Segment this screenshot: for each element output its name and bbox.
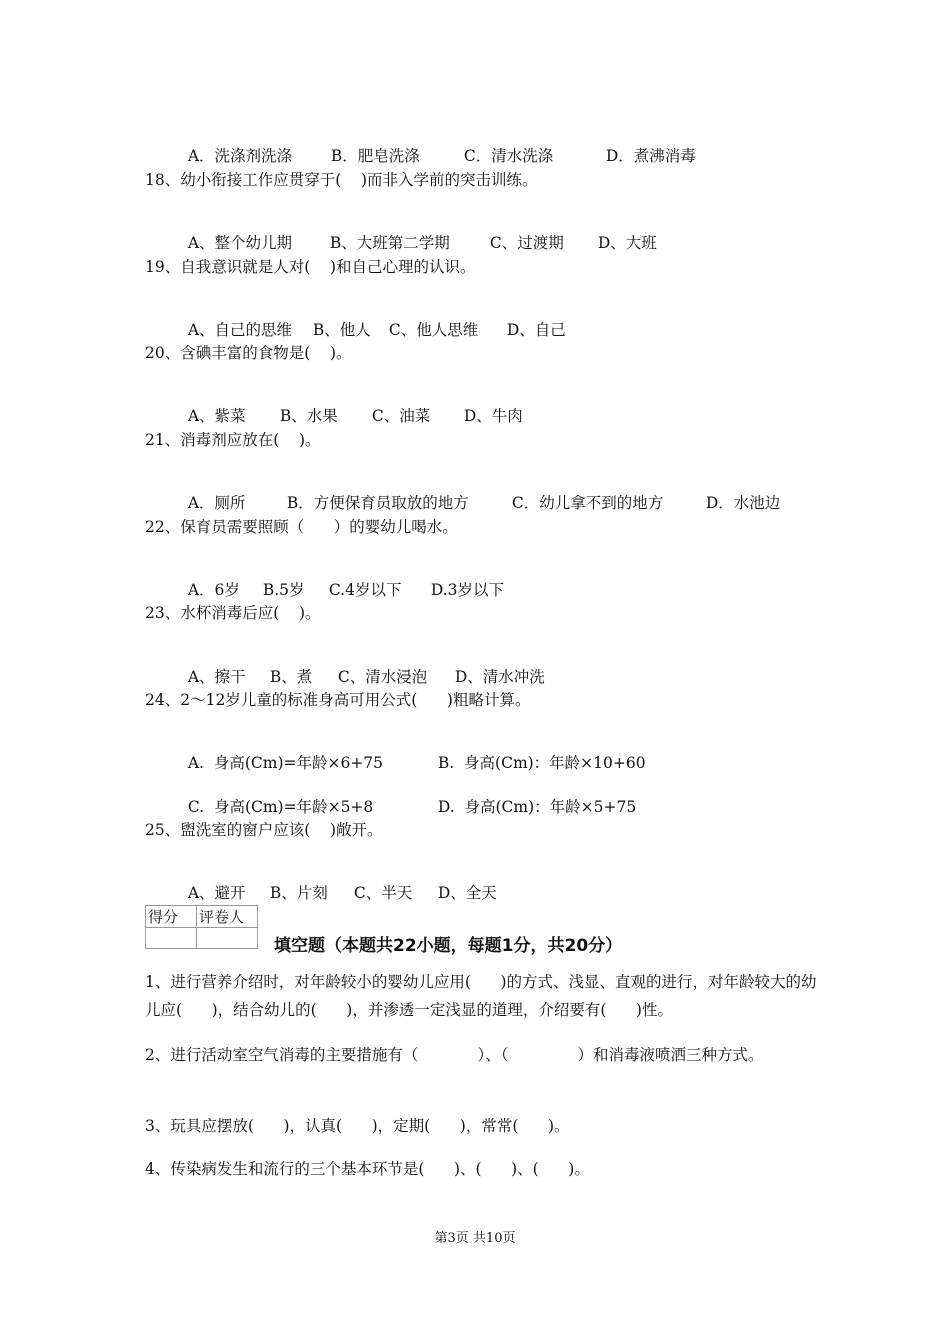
option: C. 身高(Cm)=年龄×5+8 [187,798,374,816]
option: C、油菜 [371,407,431,425]
question-20: 20、含碘丰富的食物是( )。 [145,344,352,362]
option: C.4岁以下 [328,581,402,599]
fill-in-4: 4、传染病发生和流行的三个基本环节是( )、( )、( )。 [145,1160,590,1178]
option: A．厕所 [187,494,246,512]
option: A、擦干 [187,668,246,686]
option: D．水池边 [705,494,781,512]
option: C、清水浸泡 [337,668,428,686]
option: A. 身高(Cm)=年龄×6+75 [187,754,384,772]
option: B、他人 [312,321,371,339]
option: C、半天 [353,884,413,902]
option: B.5岁 [262,581,305,599]
option: D．煮沸消毒 [605,147,696,165]
option: B、大班第二学期 [329,234,450,252]
question-24: 24、2～12岁儿童的标准身高可用公式( )粗略计算。 [145,691,531,709]
question-22: 22、保育员需要照顾（ ）的婴幼儿喝水。 [145,518,458,536]
score-box [145,905,258,949]
option: C、过渡期 [489,234,564,252]
q25-options [178,863,497,903]
option: B、片刻 [269,884,328,902]
q24-options-row2 [178,777,636,817]
option: B、水果 [279,407,338,425]
grader-cell[interactable] [197,928,258,949]
page-footer: 第3页 共10页 [434,1231,516,1246]
option: B. 身高(Cm)：年龄×10+60 [437,754,646,772]
q23-options [178,647,545,687]
q19-options [178,300,566,340]
q21-options [178,473,780,513]
question-23: 23、水杯消毒后应( )。 [145,604,321,622]
option: A、避开 [187,884,246,902]
fill-in-2: 2、进行活动室空气消毒的主要措施有（ ）、（ ）和消毒液喷洒三种方式。 [145,1046,764,1064]
grader-label: 评卷人 [197,906,258,928]
option: D、牛肉 [463,407,523,425]
option: A、整个幼儿期 [187,234,293,252]
score-cell[interactable] [146,928,197,949]
question-19: 19、自我意识就是人对( )和自己心理的认识。 [145,258,476,276]
q17-options [178,126,696,166]
option: A、紫菜 [187,407,246,425]
option: D. 身高(Cm)：年龄×5+75 [437,798,637,816]
option: B．方便保育员取放的地方 [286,494,469,512]
option: D.3岁以下 [430,581,505,599]
option: A．洗涤剂洗涤 [187,147,293,165]
fill-in-3: 3、玩具应摆放( )，认真( )，定期( )，常常( )。 [145,1117,570,1135]
option: C、他人思维 [388,321,479,339]
q22-options [178,560,504,600]
option: A．6岁 [187,581,240,599]
question-18: 18、幼小衔接工作应贯穿于( )而非入学前的突击训练。 [145,171,538,189]
option: D、清水冲洗 [454,668,545,686]
score-label: 得分 [146,906,197,928]
option: D、大班 [597,234,657,252]
option: C．幼儿拿不到的地方 [511,494,664,512]
option: C．清水洗涤 [463,147,554,165]
question-21: 21、消毒剂应放在( )。 [145,431,321,449]
option: D、自己 [506,321,566,339]
option: A、自己的思维 [187,321,293,339]
option: D、全天 [437,884,497,902]
fill-in-1: 1、进行营养介绍时，对年龄较小的婴幼儿应用( )的方式、浅显、直观的进行，对年龄较大的幼儿应( )，结合幼儿的( )，并渗透一定浅显的道理，介绍要有( )性。 [145,973,817,1019]
section-title: 填空题（本题共22小题，每题1分，共20分） [274,936,623,956]
option: B．肥皂洗涤 [330,147,420,165]
question-25: 25、盥洗室的窗户应该( )敞开。 [145,821,383,839]
q20-options [178,386,523,426]
option: B、煮 [269,668,313,686]
q24-options-row1 [178,733,646,773]
q18-options [178,213,657,253]
